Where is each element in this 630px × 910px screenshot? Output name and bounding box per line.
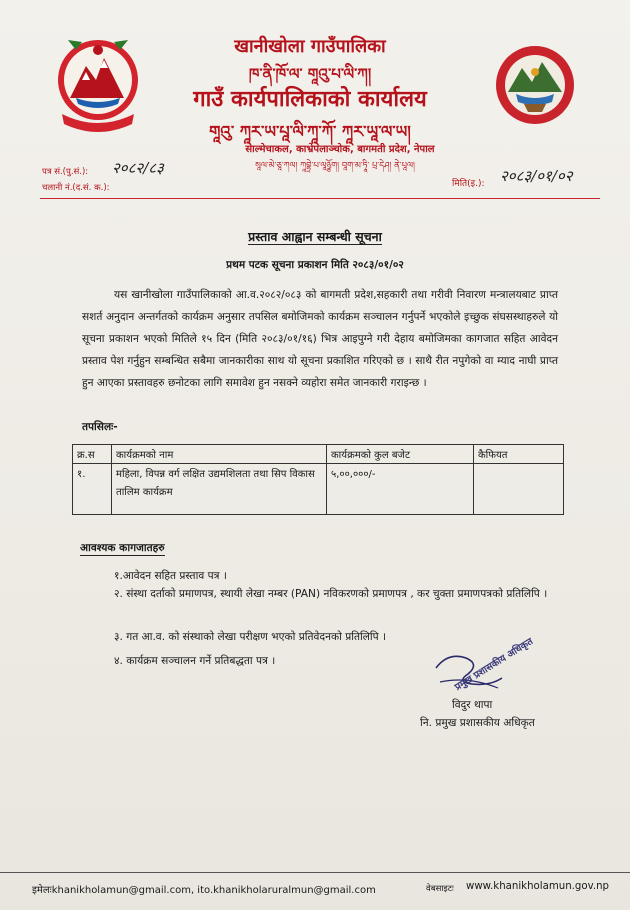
documents-heading: आवश्यक कागजातहरु xyxy=(80,542,165,554)
cell-remarks xyxy=(474,464,564,515)
footer-email: इमेलःkhanikholamun@gmail.com, ito.khanikholaruralmun@gmail.com xyxy=(32,885,376,896)
details-label: तपसिलः- xyxy=(82,421,118,433)
nepal-emblem-logo xyxy=(52,28,144,140)
footer-divider xyxy=(0,872,630,873)
signatory-name: विदुर थापा xyxy=(452,699,493,711)
notice-title xyxy=(0,228,630,245)
notice-body: यस खानीखोला गाउँपालिकाको आ.व.२०८२/०८३ को बागमती प्रदेश,सहकारी तथा गरीवी निवारण मन्त्रालयबाट प्राप्त सशर्त अनुदान अन्तर्गतको कार्यक्रम अनुसार तपसिल बमोजिमको कार्यक्रम सञ्चालन गर्नुपर्ने भएकोले इच्छुक संघसस्थाहरुले यो सूचना प्रकाशन भएको मितिले १५ दिन (मिति २०८३/०१/१६) भित्र आइपुग्ने गरी देहाय बमोजिमका कागजात सहित आवेदन प्रस्ताव पेश गर्नुहुन सम्बन्धित सबैमा जानकारीका साथ यो सूचना प्रकाशित गरिएको छ । साथै रीत नपुगेको वा म्याद नाघी प्राप्त हुन आएका प्रस्तावहरु छनोटका लागि समावेश हुन नसक्ने व्यहोरा समेत जानकारी गराइन्छ । xyxy=(82,289,558,389)
footer-website-label: वेबसाइटः xyxy=(426,884,454,894)
office-title-tibetan: གཱའུ་ ཀཱར་ཡ་པཱ་ལི་ཀཱ་ཀོ་ ཀཱར་ཡཱ་ལ་ཡ། xyxy=(209,122,411,141)
office-title: गाउँ कार्यपालिकाको कार्यालय xyxy=(193,87,427,112)
col-budget: कार्यक्रमको कुल बजेट xyxy=(327,445,474,464)
notice-subtitle: प्रथम पटक सूचना प्रकाशन मिति २०८३/०१/०२ xyxy=(226,259,404,271)
office-address: साल्मेचाकल, काभ्रेपलाञ्चोक, बागमती प्रदेश, नेपाल xyxy=(245,144,435,155)
miti-label: मिति(इ.): xyxy=(452,179,485,189)
col-sn: क्र.स xyxy=(73,445,112,464)
patra-value: २०८२/८३ xyxy=(112,159,164,177)
col-program-name: कार्यक्रमको नाम xyxy=(112,445,327,464)
document-item-4: ४. कार्यक्रम सञ्चालन गर्ने प्रतिबद्धता पत्र । xyxy=(114,655,276,667)
table-header-row xyxy=(73,445,564,464)
patra-label: पत्र सं.(पु.सं.): xyxy=(42,167,89,177)
table-row xyxy=(73,464,564,515)
miti-value: २०८३/०१/०२ xyxy=(500,167,573,185)
cell-program-name: महिला, विपन्न वर्ग लक्षित उद्यमशिलता तथा सिप विकास तालिम कार्यक्रम xyxy=(112,464,327,515)
document-item-3: ३. गत आ.व. को संस्थाको लेखा परीक्षण भएको प्रतिवेदनको प्रतिलिपि । xyxy=(114,631,387,643)
col-remarks: कैफियत xyxy=(474,445,564,464)
officer-stamp: प्रमुख प्रशासकीय अधिकृत xyxy=(453,636,536,694)
signatory-title: नि. प्रमुख प्रशासकीय अधिकृत xyxy=(420,717,535,729)
office-address-tibetan: སཱལ་མེ་ཅཱ་ཀལ། ཀཱབྷྲེ་པ་ལཱཉྩོག། བཱག་མ་ཏཱི་ པྲ་དེཤ། ནེ་པཱལ། xyxy=(255,161,415,171)
office-name-tibetan: ཁ་ནི་ཁོ་ལ་ གཱའུ་པ་ལི་ཀ། xyxy=(248,65,372,83)
document-item-1: १.आवेदन सहित प्रस्ताव पत्र । xyxy=(114,570,227,582)
municipality-seal-logo xyxy=(494,42,576,128)
office-name: खानीखोला गाउँपालिका xyxy=(234,36,386,57)
cell-sn: १. xyxy=(73,464,112,515)
footer-website: www.khanikholamun.gov.np xyxy=(466,881,610,892)
header-divider xyxy=(40,198,600,199)
notice-title-text: प्रस्ताव आह्वान सम्बन्धी सूचना xyxy=(248,229,382,244)
cell-budget: ५,००,०००/- xyxy=(327,464,474,515)
program-table xyxy=(72,444,564,515)
document-item-2: २. संस्था दर्ताको प्रमाणपत्र, स्थायी लेखा नम्बर (PAN) नविकरणको प्रमाणपत्र , कर चुक्ता प्रमाणपत्रको प्रतिलिपि । xyxy=(114,588,548,600)
chalani-label: चलानी नं.(द.सं. क.): xyxy=(42,183,110,193)
